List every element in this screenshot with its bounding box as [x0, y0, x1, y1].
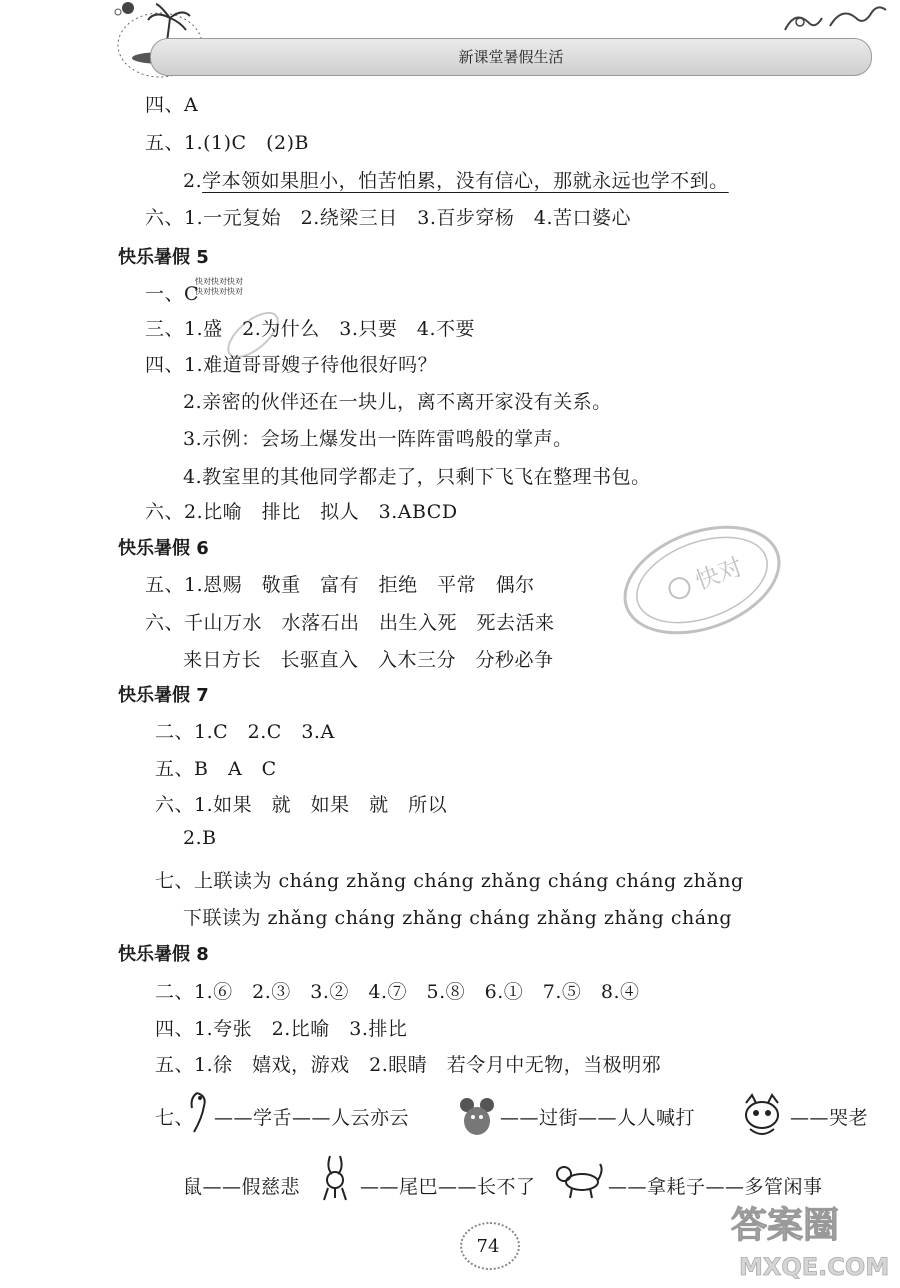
answer-line: 下联读为 zhǎng cháng zhǎng cháng zhǎng zhǎng cháng — [183, 907, 732, 929]
answer-line: ——拿耗子——多管闲事 — [608, 1176, 823, 1198]
answer-line: 七、上联读为 cháng zhǎng cháng zhǎng cháng cháng zhǎng — [155, 870, 744, 892]
cat-picture — [738, 1093, 786, 1141]
answer-line: 五、1.恩赐 敬重 富有 拒绝 平常 偶尔 — [145, 574, 535, 596]
answer-line: 六、2.比喻 排比 拟人 3.ABCD — [145, 501, 458, 523]
underlined-answer: 学本领如果胆小，怕苦怕累，没有信心，那就永远也学不到。 — [202, 170, 729, 192]
section-heading: 快乐暑假 6 — [118, 538, 209, 559]
wave-ornament — [780, 0, 890, 40]
item-number: 2. — [183, 170, 203, 192]
page-number: 74 — [476, 1236, 500, 1257]
rabbit-picture — [316, 1152, 356, 1204]
answer-line: 四、1.夸张 2.比喻 3.排比 — [155, 1018, 408, 1040]
header-bar — [150, 38, 872, 76]
section-heading: 快乐暑假 5 — [118, 247, 209, 268]
parrot-picture — [182, 1088, 212, 1138]
answer-line: 五、B A C — [155, 758, 277, 780]
answer-line — [183, 166, 729, 193]
watermark-logo-text: 答案圈 — [731, 1205, 840, 1246]
stamp-text: 快对 — [691, 552, 747, 596]
answer-line: 六、千山万水 水落石出 出生入死 死去活来 — [145, 612, 555, 634]
answer-line: 四、1.难道哥哥嫂子待他很好吗？ — [145, 354, 438, 376]
answer-line: 五、1.(1)C (2)B — [145, 132, 309, 154]
answer-line: 二、1.⑥ 2.③ 3.② 4.⑦ 5.⑧ 6.① 7.⑤ 8.④ — [155, 981, 640, 1003]
kuaidui-stamp — [612, 520, 792, 640]
answer-line: 一、C — [145, 283, 200, 305]
tiny-watermark-text: 快对快对快对 快对快对快对 — [195, 277, 243, 296]
watermark-url: MXQE.COM — [739, 1253, 890, 1281]
header-title: 新课堂暑假生活 — [458, 48, 564, 66]
answer-line: 五、1.徐 嬉戏，游戏 2.眼睛 若令月中无物，当极明邪 — [155, 1054, 662, 1076]
answer-line: 3.示例：会场上爆发出一阵阵雷鸣般的掌声。 — [183, 428, 573, 450]
answer-line: 六、1.如果 就 如果 就 所以 — [155, 794, 448, 816]
answer-line: 来日方长 长驱直入 入木三分 分秒必争 — [183, 649, 554, 671]
section-heading: 快乐暑假 8 — [118, 944, 209, 965]
mouse-picture — [455, 1095, 500, 1140]
answer-line: 2.B — [183, 827, 217, 849]
answer-line: 鼠——假慈悲 — [183, 1176, 301, 1198]
section-heading: 快乐暑假 7 — [118, 685, 209, 706]
answer-line: 二、1.C 2.C 3.A — [155, 721, 335, 743]
answer-line: ——过街——人人喊打 — [500, 1107, 696, 1129]
answer-line: ——尾巴——长不了 — [360, 1176, 536, 1198]
answer-line: 2.亲密的伙伴还在一块儿，离不离开家没有关系。 — [183, 391, 612, 413]
site-watermark — [725, 1195, 895, 1285]
dog-picture — [552, 1160, 604, 1200]
header-banner — [0, 0, 900, 90]
answer-line: 4.教室里的其他同学都走了，只剩下飞飞在整理书包。 — [183, 466, 651, 488]
answer-line: 六、1.一元复始 2.绕梁三日 3.百步穿杨 4.苦口婆心 — [145, 207, 632, 229]
answer-line: 三、1.盛 2.为什么 3.只要 4.不要 — [145, 318, 476, 340]
answer-line: 四、A — [145, 94, 199, 116]
answer-line: ——学舌——人云亦云 — [214, 1107, 410, 1129]
answer-line: ——哭老 — [790, 1107, 869, 1129]
answer-line: 七、 — [155, 1107, 195, 1129]
